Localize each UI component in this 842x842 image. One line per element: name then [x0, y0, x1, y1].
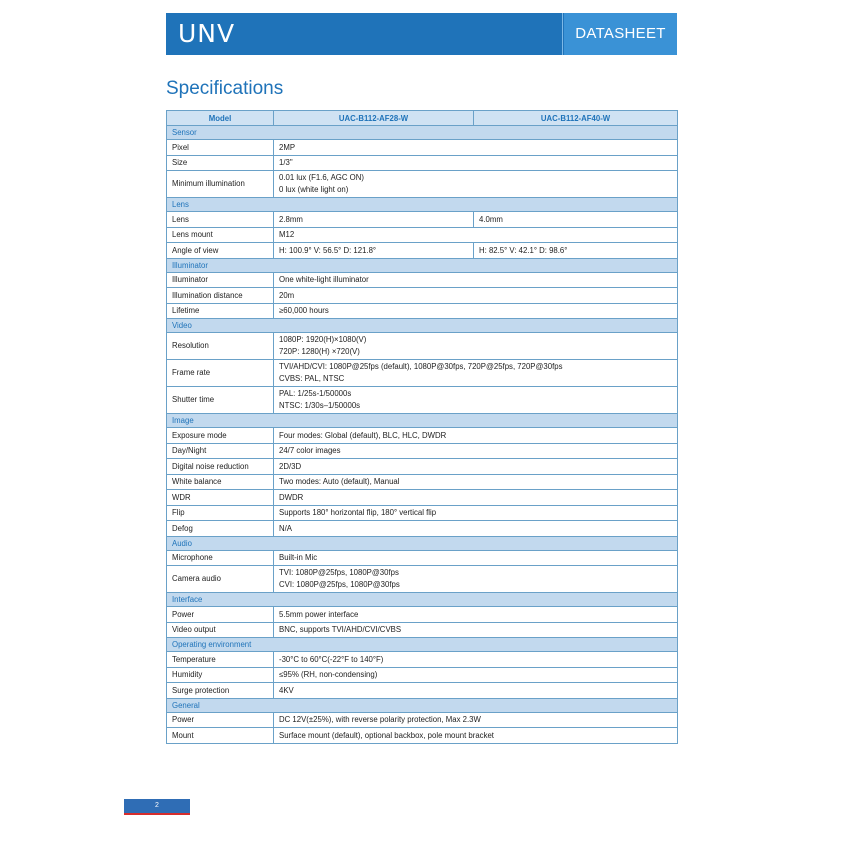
table-row	[167, 227, 678, 243]
spec-label: Frame rate	[167, 360, 274, 387]
spec-value	[274, 443, 678, 459]
column-header-model-a: UAC-B112-AF28-W	[274, 111, 474, 126]
spec-value-line: CVBS: PAL, NTSC	[279, 374, 345, 383]
spec-value	[274, 360, 678, 387]
spec-value	[274, 550, 678, 566]
spec-label: Minimum illumination	[167, 171, 274, 198]
table-row	[167, 428, 678, 444]
footer-accent-line	[124, 813, 190, 815]
header-bar	[166, 13, 677, 55]
spec-value	[274, 387, 678, 414]
spec-value	[274, 272, 678, 288]
table-row	[167, 171, 678, 198]
spec-value	[274, 728, 678, 744]
spec-label: WDR	[167, 490, 274, 506]
header-divider	[562, 13, 563, 55]
spec-value-line: -30°C to 60°C(-22°F to 140°F)	[279, 654, 384, 664]
spec-value	[274, 712, 678, 728]
spec-value	[274, 607, 678, 623]
spec-label: Lens mount	[167, 227, 274, 243]
spec-value: H: 100.9° V: 56.5° D: 121.8°	[274, 243, 474, 259]
spec-value-line: 2MP	[279, 142, 296, 152]
page-title: Specifications	[166, 78, 284, 99]
spec-value	[274, 521, 678, 537]
spec-value	[274, 333, 678, 360]
table-row	[167, 683, 678, 699]
spec-value	[274, 140, 678, 156]
table-row	[167, 566, 678, 593]
spec-label: Surge protection	[167, 683, 274, 699]
spec-value-line: DWDR	[279, 492, 304, 502]
spec-value-line: NTSC: 1/30s–1/50000s	[279, 401, 361, 410]
table-row	[167, 443, 678, 459]
spec-label: Defog	[167, 521, 274, 537]
page-number: 2	[124, 799, 190, 813]
section-row	[167, 536, 678, 550]
spec-value-line: 24/7 color images	[279, 446, 341, 456]
spec-value-line: 2D/3D	[279, 461, 302, 471]
spec-label: Lens	[167, 212, 274, 228]
spec-label: Power	[167, 607, 274, 623]
spec-value-line: 1/3"	[279, 158, 293, 168]
spec-label: Power	[167, 712, 274, 728]
table-row	[167, 505, 678, 521]
section-label: Image	[167, 414, 678, 428]
table-row	[167, 360, 678, 387]
table-row	[167, 140, 678, 156]
spec-value-line: N/A	[279, 523, 292, 533]
spec-value	[274, 622, 678, 638]
section-label: Video	[167, 319, 678, 333]
table-row	[167, 712, 678, 728]
column-header-model-b: UAC-B112-AF40-W	[474, 111, 678, 126]
spec-value	[274, 303, 678, 319]
spec-value-line: 720P: 1280(H) ×720(V)	[279, 347, 360, 356]
spec-value	[274, 428, 678, 444]
section-row	[167, 258, 678, 272]
spec-label: Microphone	[167, 550, 274, 566]
table-row	[167, 288, 678, 304]
spec-value: 4.0mm	[474, 212, 678, 228]
spec-value	[274, 667, 678, 683]
column-header-model: Model	[167, 111, 274, 126]
spec-value-line: 20m	[279, 290, 295, 300]
section-row	[167, 126, 678, 140]
datasheet-badge: DATASHEET	[564, 13, 677, 55]
spec-value-line: BNC, supports TVI/AHD/CVI/CVBS	[279, 625, 402, 635]
spec-value-line: TVI: 1080P@25fps, 1080P@30fps	[279, 568, 399, 577]
table-row	[167, 607, 678, 623]
spec-value	[274, 566, 678, 593]
spec-label: Lifetime	[167, 303, 274, 319]
spec-value-line: Two modes: Auto (default), Manual	[279, 477, 400, 487]
spec-label: Temperature	[167, 652, 274, 668]
section-row	[167, 698, 678, 712]
table-row	[167, 387, 678, 414]
section-label: Interface	[167, 593, 678, 607]
section-row	[167, 319, 678, 333]
table-row	[167, 155, 678, 171]
section-label: Sensor	[167, 126, 678, 140]
spec-table-header	[167, 111, 678, 126]
spec-value: 2.8mm	[274, 212, 474, 228]
spec-value-line: Built-in Mic	[279, 553, 318, 563]
table-row	[167, 212, 678, 228]
table-row	[167, 521, 678, 537]
spec-value	[274, 227, 678, 243]
spec-label: Illumination distance	[167, 288, 274, 304]
table-row	[167, 667, 678, 683]
section-label: Operating environment	[167, 638, 678, 652]
table-row	[167, 652, 678, 668]
spec-value-line: M12	[279, 230, 295, 240]
spec-table-body	[167, 126, 678, 744]
spec-value	[274, 652, 678, 668]
spec-value-line: 0 lux (white light on)	[279, 185, 349, 194]
spec-value-line: Surface mount (default), optional backbox, pole mount bracket	[279, 730, 494, 740]
brand-logo-text: UNV	[178, 19, 236, 48]
section-label: General	[167, 698, 678, 712]
spec-value-line: 0.01 lux (F1.6, AGC ON)	[279, 173, 364, 182]
table-row	[167, 490, 678, 506]
table-row	[167, 550, 678, 566]
spec-label: Illuminator	[167, 272, 274, 288]
spec-value-line: 4KV	[279, 685, 294, 695]
spec-value-line: Four modes: Global (default), BLC, HLC, DWDR	[279, 430, 447, 440]
section-row	[167, 414, 678, 428]
spec-value-line: TVI/AHD/CVI: 1080P@25fps (default), 1080P@30fps, 720P@25fps, 720P@30fps	[279, 362, 563, 371]
spec-value: H: 82.5° V: 42.1° D: 98.6°	[474, 243, 678, 259]
spec-label: Exposure mode	[167, 428, 274, 444]
table-row	[167, 272, 678, 288]
spec-value-line: ≥60,000 hours	[279, 306, 329, 316]
spec-value-line: DC 12V(±25%), with reverse polarity protection, Max 2.3W	[279, 715, 481, 725]
spec-value	[274, 171, 678, 198]
spec-value-line: 1080P: 1920(H)×1080(V)	[279, 335, 367, 344]
brand-logo	[178, 19, 235, 49]
section-label: Lens	[167, 198, 678, 212]
spec-value-line: ≤95% (RH, non-condensing)	[279, 670, 378, 680]
spec-value-line: Supports 180° horizontal flip, 180° vertical flip	[279, 508, 437, 518]
spec-value	[274, 474, 678, 490]
spec-value-line: PAL: 1/25s-1/50000s	[279, 389, 352, 398]
spec-label: Mount	[167, 728, 274, 744]
spec-value	[274, 490, 678, 506]
table-row	[167, 474, 678, 490]
table-row	[167, 303, 678, 319]
spec-label: Camera audio	[167, 566, 274, 593]
spec-label: Resolution	[167, 333, 274, 360]
spec-label: Day/Night	[167, 443, 274, 459]
spec-value	[274, 288, 678, 304]
spec-label: Shutter time	[167, 387, 274, 414]
section-row	[167, 198, 678, 212]
section-label: Illuminator	[167, 258, 678, 272]
section-label: Audio	[167, 536, 678, 550]
table-row	[167, 728, 678, 744]
spec-value-line: 5.5mm power interface	[279, 609, 359, 619]
spec-label: Digital noise reduction	[167, 459, 274, 475]
spec-label: Pixel	[167, 140, 274, 156]
spec-value	[274, 505, 678, 521]
section-row	[167, 638, 678, 652]
spec-label: White balance	[167, 474, 274, 490]
spec-value-line: CVI: 1080P@25fps, 1080P@30fps	[279, 580, 400, 589]
spec-label: Flip	[167, 505, 274, 521]
table-row	[167, 243, 678, 259]
spec-value	[274, 155, 678, 171]
spec-value	[274, 683, 678, 699]
spec-table	[166, 110, 678, 744]
spec-label: Size	[167, 155, 274, 171]
section-row	[167, 593, 678, 607]
spec-label: Humidity	[167, 667, 274, 683]
table-row	[167, 459, 678, 475]
spec-label: Angle of view	[167, 243, 274, 259]
table-row	[167, 622, 678, 638]
spec-value	[274, 459, 678, 475]
table-row	[167, 333, 678, 360]
spec-label: Video output	[167, 622, 274, 638]
spec-value-line: One white-light illuminator	[279, 275, 369, 285]
